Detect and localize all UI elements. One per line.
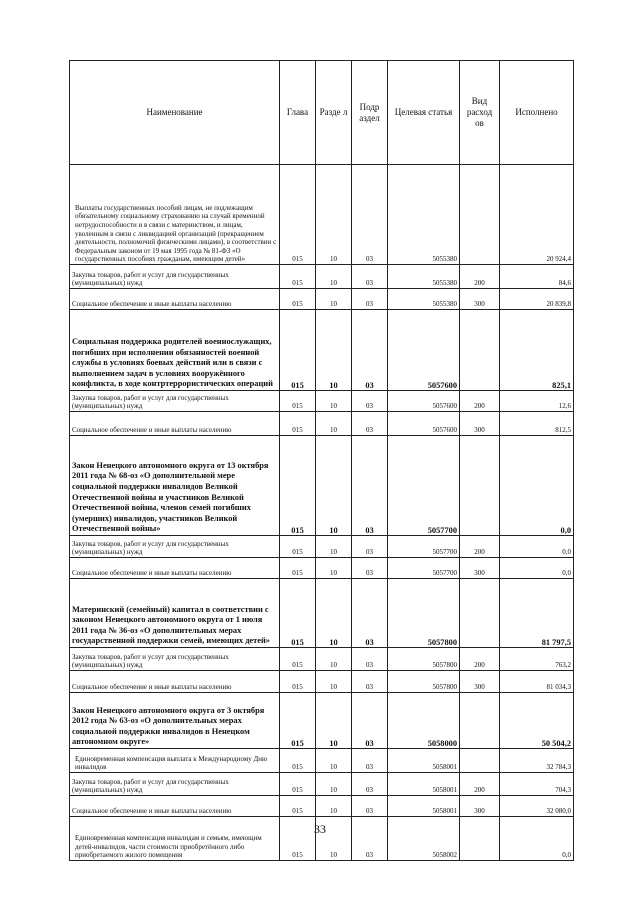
- row-name: Закупка товаров, работ и услуг для государственных (муниципальных) нужд: [70, 773, 280, 796]
- row-name: Закупка товаров, работ и услуг для государственных (муниципальных) нужд: [70, 536, 280, 558]
- row-razdel: 10: [316, 536, 352, 558]
- row-podrazdel: 03: [352, 817, 388, 861]
- table-row: [70, 536, 574, 558]
- row-name: Закупка товаров, работ и услуг для государственных (муниципальных) нужд: [70, 265, 280, 289]
- table-row: [70, 773, 574, 796]
- row-vid: 200: [460, 773, 500, 796]
- page-number: 33: [314, 822, 326, 836]
- row-vid: [460, 693, 500, 749]
- row-done: 0,0: [500, 436, 574, 536]
- row-name: Социальное обеспечение и иные выплаты населению: [70, 796, 280, 817]
- row-podrazdel: 03: [352, 436, 388, 536]
- row-glava: 015: [280, 310, 316, 391]
- row-razdel: 10: [316, 773, 352, 796]
- header-target: Целевая статья: [388, 61, 460, 165]
- row-vid: 300: [460, 671, 500, 693]
- row-target: 5057600: [388, 310, 460, 391]
- row-done: 825,1: [500, 310, 574, 391]
- table-row: [70, 265, 574, 289]
- row-done: 81 797,5: [500, 579, 574, 648]
- row-glava: 015: [280, 558, 316, 579]
- header-name: Наименование: [70, 61, 280, 165]
- row-done: 763,2: [500, 648, 574, 671]
- row-glava: 015: [280, 579, 316, 648]
- table-row: [70, 310, 574, 391]
- row-podrazdel: 03: [352, 773, 388, 796]
- row-vid: [460, 165, 500, 265]
- row-razdel: 10: [316, 796, 352, 817]
- row-target: 5057800: [388, 648, 460, 671]
- row-vid: [460, 436, 500, 536]
- row-razdel: 10: [316, 289, 352, 310]
- row-done: 12,6: [500, 391, 574, 412]
- table-row: [70, 412, 574, 436]
- row-name: Единовременная компенсация инвалидам и семьям, имеющим детей-инвалидов, части стоимости приобретённого либо приобретаемого жилого помещения: [70, 817, 280, 861]
- row-done: 20 839,8: [500, 289, 574, 310]
- row-glava: 015: [280, 536, 316, 558]
- row-target: 5055380: [388, 265, 460, 289]
- row-done: 81 034,3: [500, 671, 574, 693]
- row-razdel: 10: [316, 391, 352, 412]
- row-done: 0,0: [500, 558, 574, 579]
- table-row: [70, 796, 574, 817]
- row-name: Социальное обеспечение и иные выплаты населению: [70, 289, 280, 310]
- row-name: Выплаты государственных пособий лицам, не подлежащим обязательному социальному страхованию на случай временной нетрудоспособности и в связи с материнством, и лицам, уволенным в связи с ликвидацией организаций (прекращением деятельности, полномочий физическими лицами), в соответствии с Федеральным законом от 19 мая 1995 года № 81-ФЗ «О государственных пособиях гражданам, имеющим детей»: [70, 165, 280, 265]
- row-podrazdel: 03: [352, 648, 388, 671]
- row-podrazdel: 03: [352, 579, 388, 648]
- row-vid: [460, 749, 500, 773]
- header-glava: Глава: [280, 61, 316, 165]
- row-target: 5058000: [388, 693, 460, 749]
- row-razdel: 10: [316, 671, 352, 693]
- row-glava: 015: [280, 773, 316, 796]
- row-glava: 015: [280, 391, 316, 412]
- row-done: 32 080,0: [500, 796, 574, 817]
- row-glava: 015: [280, 265, 316, 289]
- row-podrazdel: 03: [352, 693, 388, 749]
- row-target: 5057600: [388, 391, 460, 412]
- row-done: 20 924,4: [500, 165, 574, 265]
- row-target: 5058001: [388, 749, 460, 773]
- row-done: 704,3: [500, 773, 574, 796]
- row-name: Закупка товаров, работ и услуг для государственных (муниципальных) нужд: [70, 648, 280, 671]
- header-podrazdel: Подр аздел: [352, 61, 388, 165]
- row-podrazdel: 03: [352, 796, 388, 817]
- row-podrazdel: 03: [352, 289, 388, 310]
- row-razdel: 10: [316, 817, 352, 861]
- row-name: Социальное обеспечение и иные выплаты населению: [70, 558, 280, 579]
- row-razdel: 10: [316, 310, 352, 391]
- table-header-row: [70, 61, 574, 165]
- row-name: Материнский (семейный) капитал в соответствии с законом Ненецкого автономного округа от 1 июля 2011 года № 36-оз «О дополнительных мерах государственной поддержки семей, имеющих детей»: [70, 579, 280, 648]
- row-podrazdel: 03: [352, 265, 388, 289]
- row-vid: 300: [460, 289, 500, 310]
- row-name: Закупка товаров, работ и услуг для государственных (муниципальных) нужд: [70, 391, 280, 412]
- row-vid: [460, 310, 500, 391]
- row-razdel: 10: [316, 165, 352, 265]
- row-target: 5058001: [388, 796, 460, 817]
- row-done: 0,0: [500, 536, 574, 558]
- row-name: Закон Ненецкого автономного округа от 3 октября 2012 года № 63-оз «О дополнительных мерах социальной поддержки инвалидов в Ненецком автономном округе»: [70, 693, 280, 749]
- row-done: 32 784,3: [500, 749, 574, 773]
- row-name: Социальное обеспечение и иные выплаты населению: [70, 671, 280, 693]
- row-vid: 200: [460, 265, 500, 289]
- budget-table: [69, 60, 574, 861]
- row-podrazdel: 03: [352, 536, 388, 558]
- row-target: 5057700: [388, 436, 460, 536]
- row-glava: 015: [280, 749, 316, 773]
- row-podrazdel: 03: [352, 671, 388, 693]
- row-razdel: 10: [316, 579, 352, 648]
- row-target: 5057700: [388, 558, 460, 579]
- table-row: [70, 165, 574, 265]
- row-name: Единовременная компенсация выплата к Международному Дню инвалидов: [70, 749, 280, 773]
- row-razdel: 10: [316, 693, 352, 749]
- row-done: 50 504,2: [500, 693, 574, 749]
- row-razdel: 10: [316, 412, 352, 436]
- table-row: [70, 693, 574, 749]
- row-glava: 015: [280, 412, 316, 436]
- row-vid: 200: [460, 391, 500, 412]
- row-name: Социальная поддержка родителей военнослужащих, погибших при исполнении обязанностей военной службы в условиях боевых действий или в связи с выполнением задач в условиях вооружённого конфликта, в ходе контртеррористических операций: [70, 310, 280, 391]
- table-row: [70, 436, 574, 536]
- row-target: 5058002: [388, 817, 460, 861]
- table-row: [70, 671, 574, 693]
- row-razdel: 10: [316, 749, 352, 773]
- row-glava: 015: [280, 671, 316, 693]
- row-target: 5058001: [388, 773, 460, 796]
- row-razdel: 10: [316, 558, 352, 579]
- row-target: 5057800: [388, 671, 460, 693]
- table-row: [70, 648, 574, 671]
- table-row: [70, 749, 574, 773]
- row-razdel: 10: [316, 436, 352, 536]
- row-vid: 200: [460, 536, 500, 558]
- row-vid: 200: [460, 648, 500, 671]
- row-glava: 015: [280, 693, 316, 749]
- table-row: [70, 289, 574, 310]
- row-target: 5055380: [388, 289, 460, 310]
- header-razdel: Разде л: [316, 61, 352, 165]
- table-row: [70, 391, 574, 412]
- row-vid: 300: [460, 796, 500, 817]
- row-done: 812,5: [500, 412, 574, 436]
- row-name: Закон Ненецкого автономного округа от 13 октября 2011 года № 68-оз «О дополнительной мере социальной поддержки инвалидов Великой Отечественной войны и участников Великой Отечественной войны, членов семей погибших (умерших) инвалидов, участников Великой Отечественной войны»: [70, 436, 280, 536]
- row-podrazdel: 03: [352, 412, 388, 436]
- row-target: 5055380: [388, 165, 460, 265]
- table-row: [70, 558, 574, 579]
- row-target: 5057800: [388, 579, 460, 648]
- header-vid: Вид расход ов: [460, 61, 500, 165]
- row-glava: 015: [280, 165, 316, 265]
- row-podrazdel: 03: [352, 165, 388, 265]
- row-target: 5057600: [388, 412, 460, 436]
- row-done: 0,0: [500, 817, 574, 861]
- row-vid: 300: [460, 412, 500, 436]
- row-podrazdel: 03: [352, 558, 388, 579]
- row-glava: 015: [280, 289, 316, 310]
- row-glava: 015: [280, 817, 316, 861]
- row-podrazdel: 03: [352, 749, 388, 773]
- header-done: Исполнено: [500, 61, 574, 165]
- row-vid: 300: [460, 558, 500, 579]
- row-target: 5057700: [388, 536, 460, 558]
- row-razdel: 10: [316, 265, 352, 289]
- row-podrazdel: 03: [352, 391, 388, 412]
- row-glava: 015: [280, 436, 316, 536]
- row-vid: [460, 579, 500, 648]
- table-row: [70, 579, 574, 648]
- row-glava: 015: [280, 796, 316, 817]
- row-done: 84,6: [500, 265, 574, 289]
- row-podrazdel: 03: [352, 310, 388, 391]
- row-name: Социальное обеспечение и иные выплаты населению: [70, 412, 280, 436]
- row-glava: 015: [280, 648, 316, 671]
- row-razdel: 10: [316, 648, 352, 671]
